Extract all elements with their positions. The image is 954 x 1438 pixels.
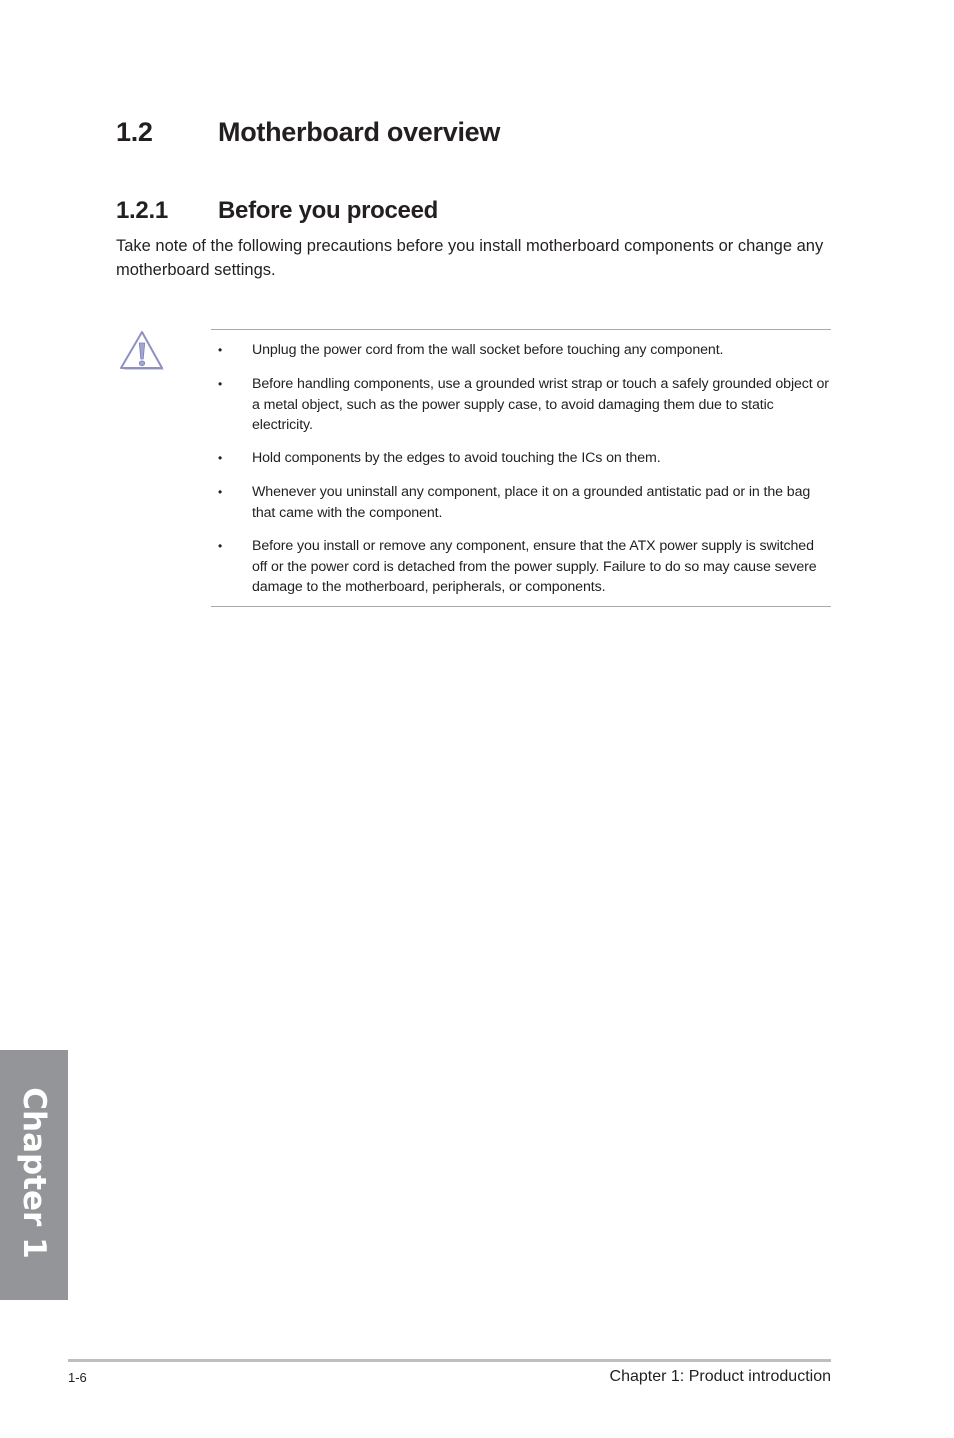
list-item	[211, 482, 831, 523]
list-item	[211, 374, 831, 436]
list-item-text: Before you install or remove any component, ensure that the ATX power supply is switched off or the power cord is detached from the power supply. Failure to do so may cause severe damage to the motherboard, peripherals, or components.	[252, 538, 817, 595]
bullet: •	[218, 343, 223, 357]
subsection-number: 1.2.1	[116, 197, 168, 224]
intro-paragraph: Take note of the following precautions before you install motherboard components or change any motherboard settings.	[116, 237, 824, 279]
list-item-text: Hold components by the edges to avoid touching the ICs on them.	[252, 450, 661, 466]
bullet: •	[218, 377, 223, 391]
section-title: Motherboard overview	[218, 117, 501, 147]
footer-chapter-title: Chapter 1: Product introduction	[609, 1368, 831, 1385]
list-item-text: Unplug the power cord from the wall socket before touching any component.	[252, 342, 724, 358]
bullet: •	[218, 539, 223, 553]
subsection-title: Before you proceed	[218, 197, 438, 224]
page-number: 1-6	[68, 1370, 87, 1385]
section-heading	[116, 117, 500, 148]
footer-rule	[68, 1359, 831, 1362]
bullet: •	[218, 485, 223, 499]
section-number: 1.2	[116, 117, 153, 147]
list-item	[211, 448, 831, 469]
list-item	[211, 536, 831, 598]
chapter-tab-label: Chapter 1	[16, 1087, 52, 1259]
subsection-heading	[116, 197, 438, 225]
precautions-notice	[211, 329, 831, 607]
list-item	[211, 340, 831, 361]
warning-triangle-icon	[117, 330, 167, 374]
bullet: •	[218, 451, 223, 465]
list-item-text: Whenever you uninstall any component, place it on a grounded antistatic pad or in the bag that came with the component.	[252, 484, 811, 521]
list-item-text: Before handling components, use a grounded wrist strap or touch a safely grounded object or a metal object, such as the power supply case, to avoid damaging them due to static electricity.	[252, 376, 829, 433]
